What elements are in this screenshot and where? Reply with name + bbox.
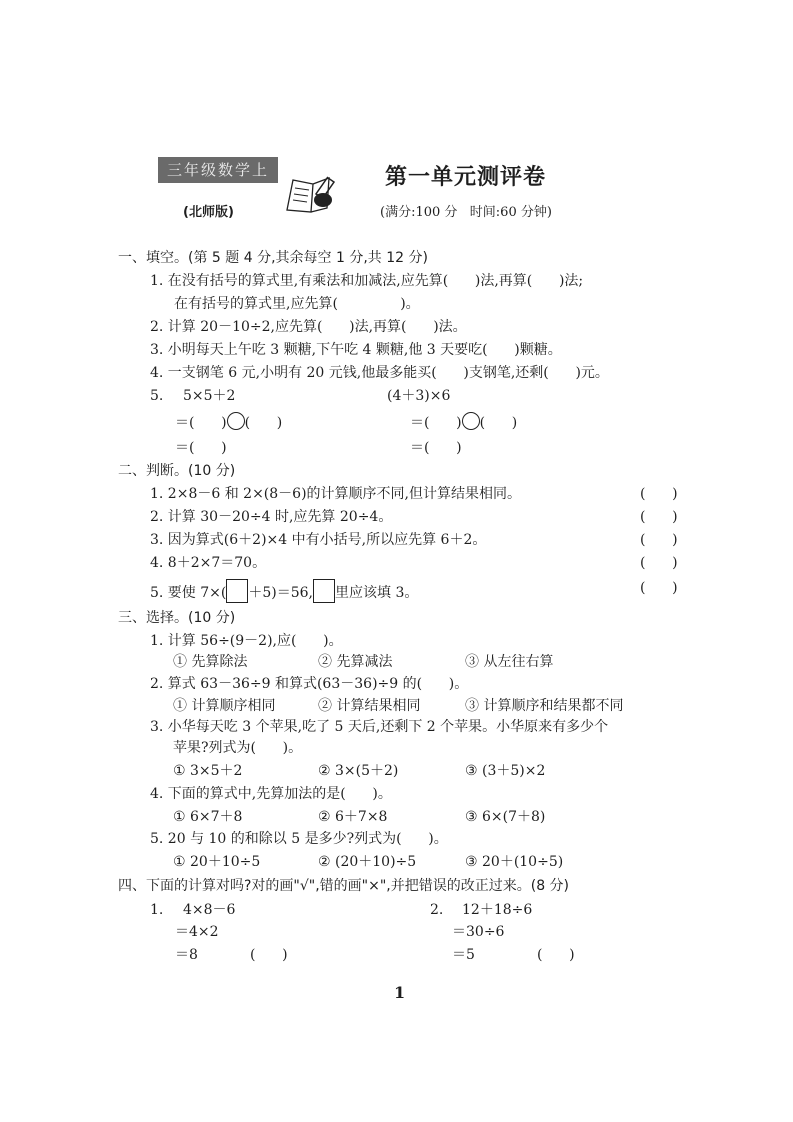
section-1-heading: 一、填空。(第 5 题 4 分,其余每空 1 分,共 12 分) (118, 250, 428, 266)
question-text: 5. 要使 7×( (150, 585, 227, 601)
question-text: 里应该填 3。 (335, 585, 419, 601)
question-text: 3. 小明每天上午吃 3 颗糖,下午吃 4 颗糖,他 3 天要吃( )颗糖。 (150, 342, 562, 358)
expression: ＝30÷6 (452, 924, 505, 940)
question-text: 2. 计算 20－10÷2,应先算( )法,再算( )法。 (150, 319, 467, 335)
question-text: 2. 计算 30－20÷4 时,应先算 20÷4。 (150, 509, 393, 525)
option[interactable]: ① 20＋10÷5 (173, 854, 261, 870)
question-text: 3. 因为算式(6＋2)×4 中有小括号,所以应先算 6＋2。 (150, 532, 487, 548)
compare-circle[interactable] (462, 412, 480, 430)
exam-meta: (满分:100 分 时间:60 分钟) (380, 205, 552, 220)
answer-blank[interactable]: ( ) (244, 415, 283, 431)
judge-blank[interactable]: ( ) (640, 532, 678, 548)
question-text: 4. 下面的算式中,先算加法的是( )。 (150, 786, 392, 802)
option[interactable]: ③ 从左往右算 (465, 654, 554, 670)
answer-box[interactable] (313, 579, 335, 603)
section-4-heading: 四、下面的计算对吗?对的画"√",错的画"×",并把错误的改正过来。(8 分) (118, 878, 570, 894)
answer-blank[interactable]: ( ) (479, 415, 518, 431)
option[interactable]: ① 先算除法 (173, 654, 248, 670)
answer-blank[interactable]: ＝( ) (175, 415, 227, 431)
option[interactable]: ② (20＋10)÷5 (318, 854, 417, 870)
option[interactable]: ② 6＋7×8 (318, 809, 388, 825)
answer-blank[interactable]: ＝( ) (175, 440, 227, 456)
option[interactable]: ③ (3＋5)×2 (465, 763, 546, 779)
option[interactable]: ② 先算减法 (318, 654, 393, 670)
question-text: 苹果?列式为( )。 (173, 740, 303, 756)
grade-badge: 三年级数学上 (158, 157, 278, 183)
question-text: 2. 算式 63－36÷9 和算式(63－36)÷9 的( )。 (150, 676, 469, 692)
answer-blank[interactable]: ＝( ) (410, 415, 462, 431)
question-text: 4. 一支钢笔 6 元,小明有 20 元钱,他最多能买( )支钢笔,还剩( )元。 (150, 365, 609, 381)
judge-blank[interactable]: ( ) (250, 947, 288, 963)
option[interactable]: ③ 6×(7＋8) (465, 809, 546, 825)
section-2-heading: 二、判断。(10 分) (118, 463, 236, 479)
compare-circle[interactable] (227, 412, 245, 430)
option[interactable]: ① 3×5＋2 (173, 763, 243, 779)
option[interactable]: ② 3×(5＋2) (318, 763, 399, 779)
judge-blank[interactable]: ( ) (640, 486, 678, 502)
judge-blank[interactable]: ( ) (640, 509, 678, 525)
page-number: 1 (394, 983, 406, 1002)
question-number: 2. (430, 902, 444, 918)
question-number: 1. (150, 902, 164, 918)
expression: 12＋18÷6 (462, 902, 533, 918)
question-text: 在有括号的算式里,应先算( )。 (174, 296, 420, 312)
page-title: 第一单元测评卷 (385, 164, 547, 190)
expression: 4×8－6 (183, 902, 236, 918)
section-3-heading: 三、选择。(10 分) (118, 610, 236, 626)
question-text: 4. 8＋2×7＝70。 (150, 555, 267, 571)
question-text: 3. 小华每天吃 3 个苹果,吃了 5 天后,还剩下 2 个苹果。小华原来有多少个 (150, 719, 609, 735)
expression: (4＋3)×6 (387, 388, 451, 404)
question-number: 5. (150, 388, 164, 404)
question-text: 1. 计算 56÷(9－2),应( )。 (150, 633, 343, 649)
edition-label: (北师版) (183, 205, 234, 220)
expression: 5×5＋2 (183, 388, 236, 404)
judge-blank[interactable]: ( ) (640, 555, 678, 571)
question-text: 1. 在没有括号的算式里,有乘法和加减法,应先算( )法,再算( )法; (150, 273, 584, 289)
option[interactable]: ③ 20＋(10÷5) (465, 854, 564, 870)
option[interactable]: ② 计算结果相同 (318, 698, 421, 714)
question-text: 1. 2×8－6 和 2×(8－6)的计算顺序不同,但计算结果相同。 (150, 486, 521, 502)
option[interactable]: ③ 计算顺序和结果都不同 (465, 698, 624, 714)
expression: ＝8 (175, 947, 198, 963)
answer-blank[interactable]: ＝( ) (410, 440, 462, 456)
option[interactable]: ① 计算顺序相同 (173, 698, 276, 714)
expression: ＝4×2 (175, 924, 219, 940)
question-text: ＋5)＝56, (248, 585, 313, 601)
answer-box[interactable] (226, 579, 248, 603)
question-text: 5. 20 与 10 的和除以 5 是多少?列式为( )。 (150, 831, 448, 847)
option[interactable]: ① 6×7＋8 (173, 809, 243, 825)
book-telescope-icon (283, 170, 343, 215)
judge-blank[interactable]: ( ) (537, 947, 575, 963)
judge-blank[interactable]: ( ) (640, 580, 678, 596)
expression: ＝5 (452, 947, 475, 963)
